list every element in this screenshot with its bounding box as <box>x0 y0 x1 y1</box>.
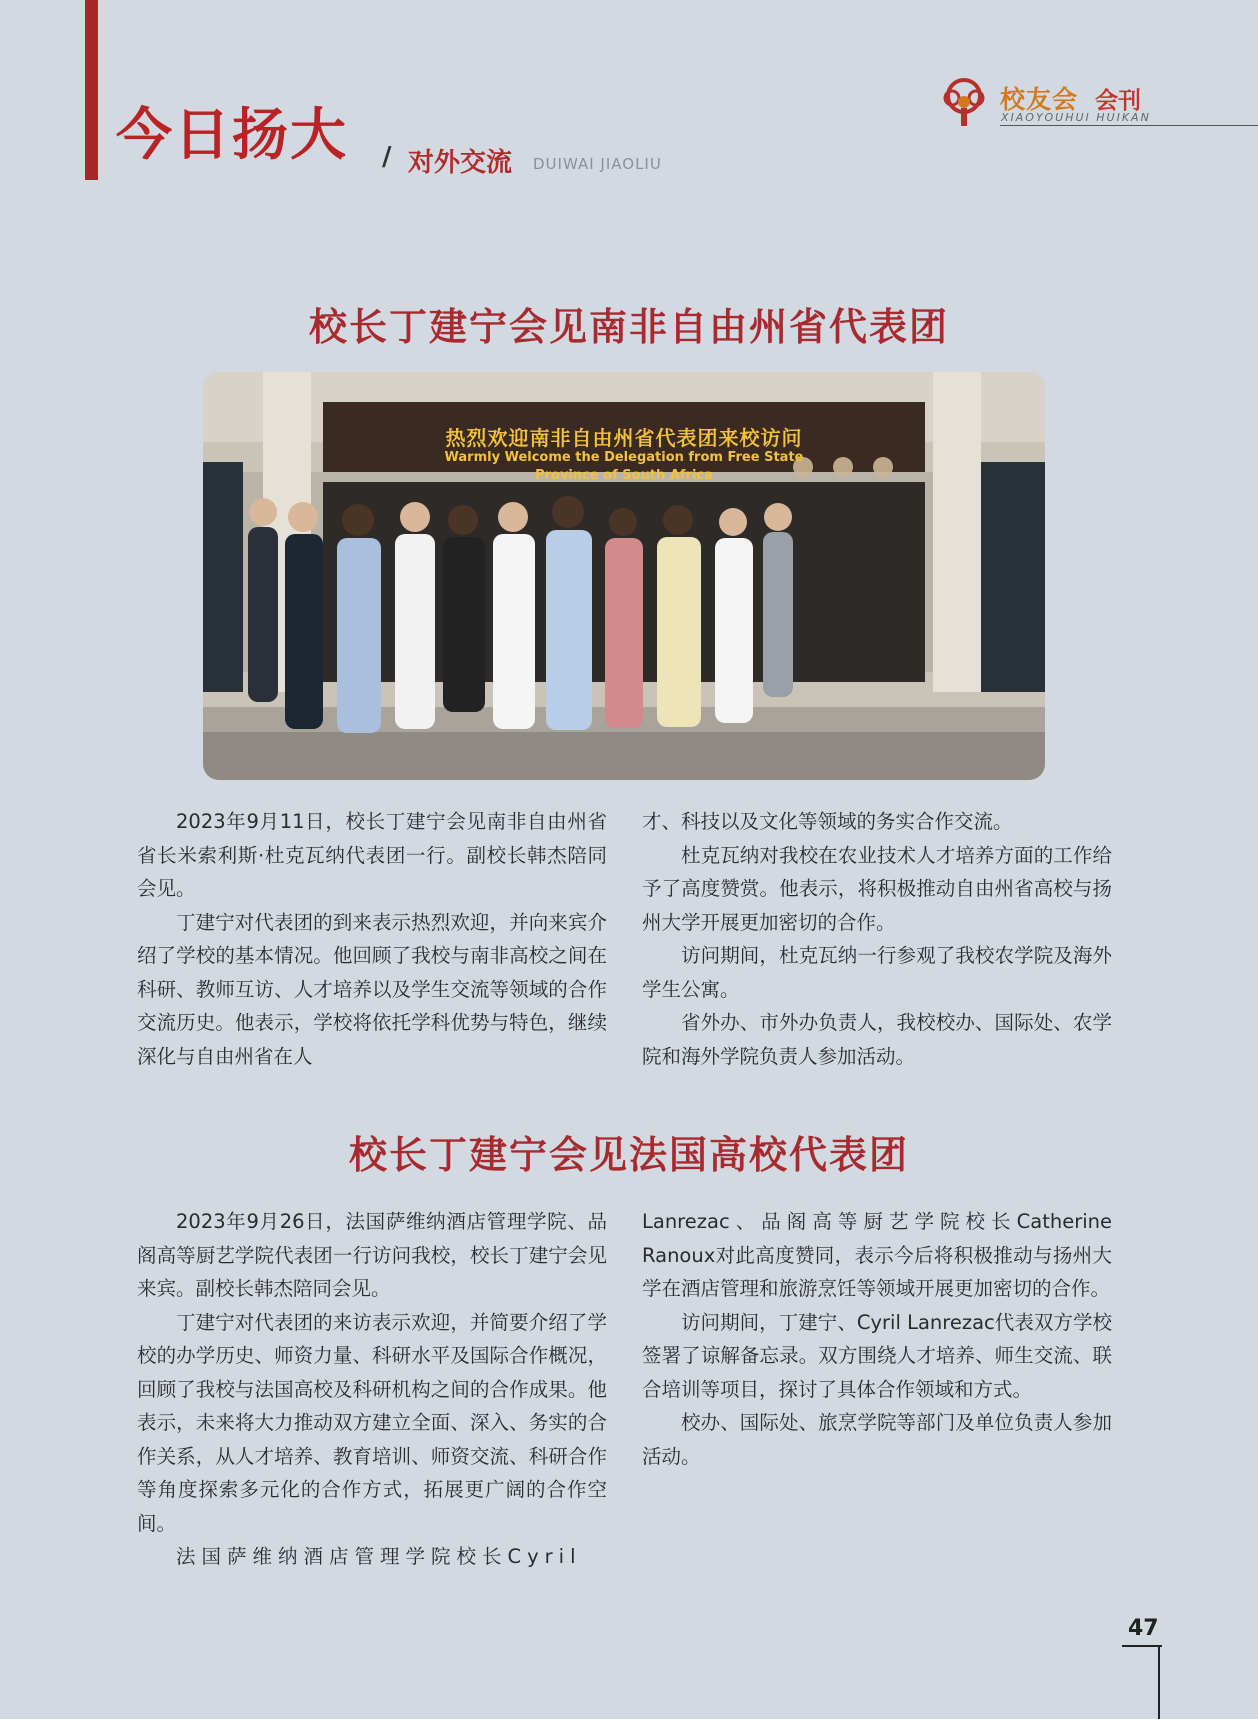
article2-column-left <box>137 1205 607 1574</box>
paragraph: 2023年9月11日，校长丁建宁会见南非自由州省省长米索利斯·杜克瓦纳代表团一行。副校长韩杰陪同会见。 <box>137 810 607 900</box>
header-section: 对外交流 <box>408 148 513 178</box>
header-slash: / <box>382 142 392 172</box>
article2-column-right <box>642 1205 1112 1473</box>
delegation-group-photo <box>203 372 1045 780</box>
article1-column-right <box>642 805 1112 1073</box>
logo-text-journal: 会刊 <box>1095 88 1141 114</box>
logo-rule <box>1000 125 1258 126</box>
page-number-rule-vertical <box>1158 1645 1160 1719</box>
paragraph: 丁建宁对代表团的到来表示热烈欢迎，并向来宾介绍了学校的基本情况。他回顾了我校与南非高校之间在科研、教师互访、人才培养以及学生交流等领域的合作交流历史。他表示，学校将依托学科优势与特色，继续深化与自由州省在人 <box>137 910 607 1068</box>
header-accent-bar <box>85 0 98 180</box>
paragraph: 访问期间，杜克瓦纳一行参观了我校农学院及海外学生公寓。 <box>642 944 1112 1001</box>
paragraph: 访问期间，丁建宁、Cyril Lanrezac代表双方学校签署了谅解备忘录。双方围绕人才培养、师生交流、联合培训等项目，探讨了具体合作领域和方式。 <box>642 1310 1112 1401</box>
article1-column-left <box>137 805 607 1073</box>
welcome-banner-english-line2: Province of South Africa <box>535 468 713 483</box>
paragraph: 省外办、市外办负责人，我校校办、国际处、农学院和海外学院负责人参加活动。 <box>642 1011 1112 1068</box>
article1-title: 校长丁建宁会见南非自由州省代表团 <box>308 304 949 349</box>
welcome-banner-chinese: 热烈欢迎南非自由州省代表团来校访问 <box>445 426 803 450</box>
paragraph: 法国萨维纳酒店管理学院校长Cyril <box>176 1545 582 1568</box>
header-section-pinyin: DUIWAI JIAOLIU <box>533 155 662 173</box>
paragraph: 杜克瓦纳对我校在农业技术人才培养方面的工作给予了高度赞赏。他表示，将积极推动自由州省高校与扬州大学开展更加密切的合作。 <box>642 843 1112 934</box>
alumni-tree-logo-icon <box>938 76 990 128</box>
page-number-rule-horizontal <box>1122 1645 1162 1647</box>
paragraph-continued: 才、科技以及文化等领域的务实合作交流。 <box>642 810 1013 833</box>
logo-pinyin: XIAOYOUHUI HUIKAN <box>1001 111 1151 124</box>
paragraph: 校办、国际处、旅烹学院等部门及单位负责人参加活动。 <box>642 1411 1112 1468</box>
paragraph: 2023年9月26日，法国萨维纳酒店管理学院、品阁高等厨艺学院代表团一行访问我校，校长丁建宁会见来宾。副校长韩杰陪同会见。 <box>137 1210 607 1300</box>
welcome-banner-english-line1: Warmly Welcome the Delegation from Free State <box>444 450 804 465</box>
logo-text-alumni: 校友会 <box>1000 85 1079 114</box>
paragraph-continued: Lanrezac、品阁高等厨艺学院校长Catherine Ranoux对此高度赞同，表示今后将积极推动与扬州大学在酒店管理和旅游烹饪等领域开展更加密切的合作。 <box>642 1210 1112 1300</box>
paragraph: 丁建宁对代表团的来访表示欢迎，并简要介绍了学校的办学历史、师资力量、科研水平及国际合作概况，回顾了我校与法国高校及科研机构之间的合作成果。他表示，未来将大力推动双方建立全面、深入、务实的合作关系，从人才培养、教育培训、师资交流、科研合作等角度探索多元化的合作方式，拓展更广阔的合作空间。 <box>137 1310 607 1535</box>
header-title: 今日扬大 <box>116 103 348 168</box>
article2-title: 校长丁建宁会见法国高校代表团 <box>348 1132 909 1177</box>
page-number: 47 <box>1128 1616 1159 1641</box>
